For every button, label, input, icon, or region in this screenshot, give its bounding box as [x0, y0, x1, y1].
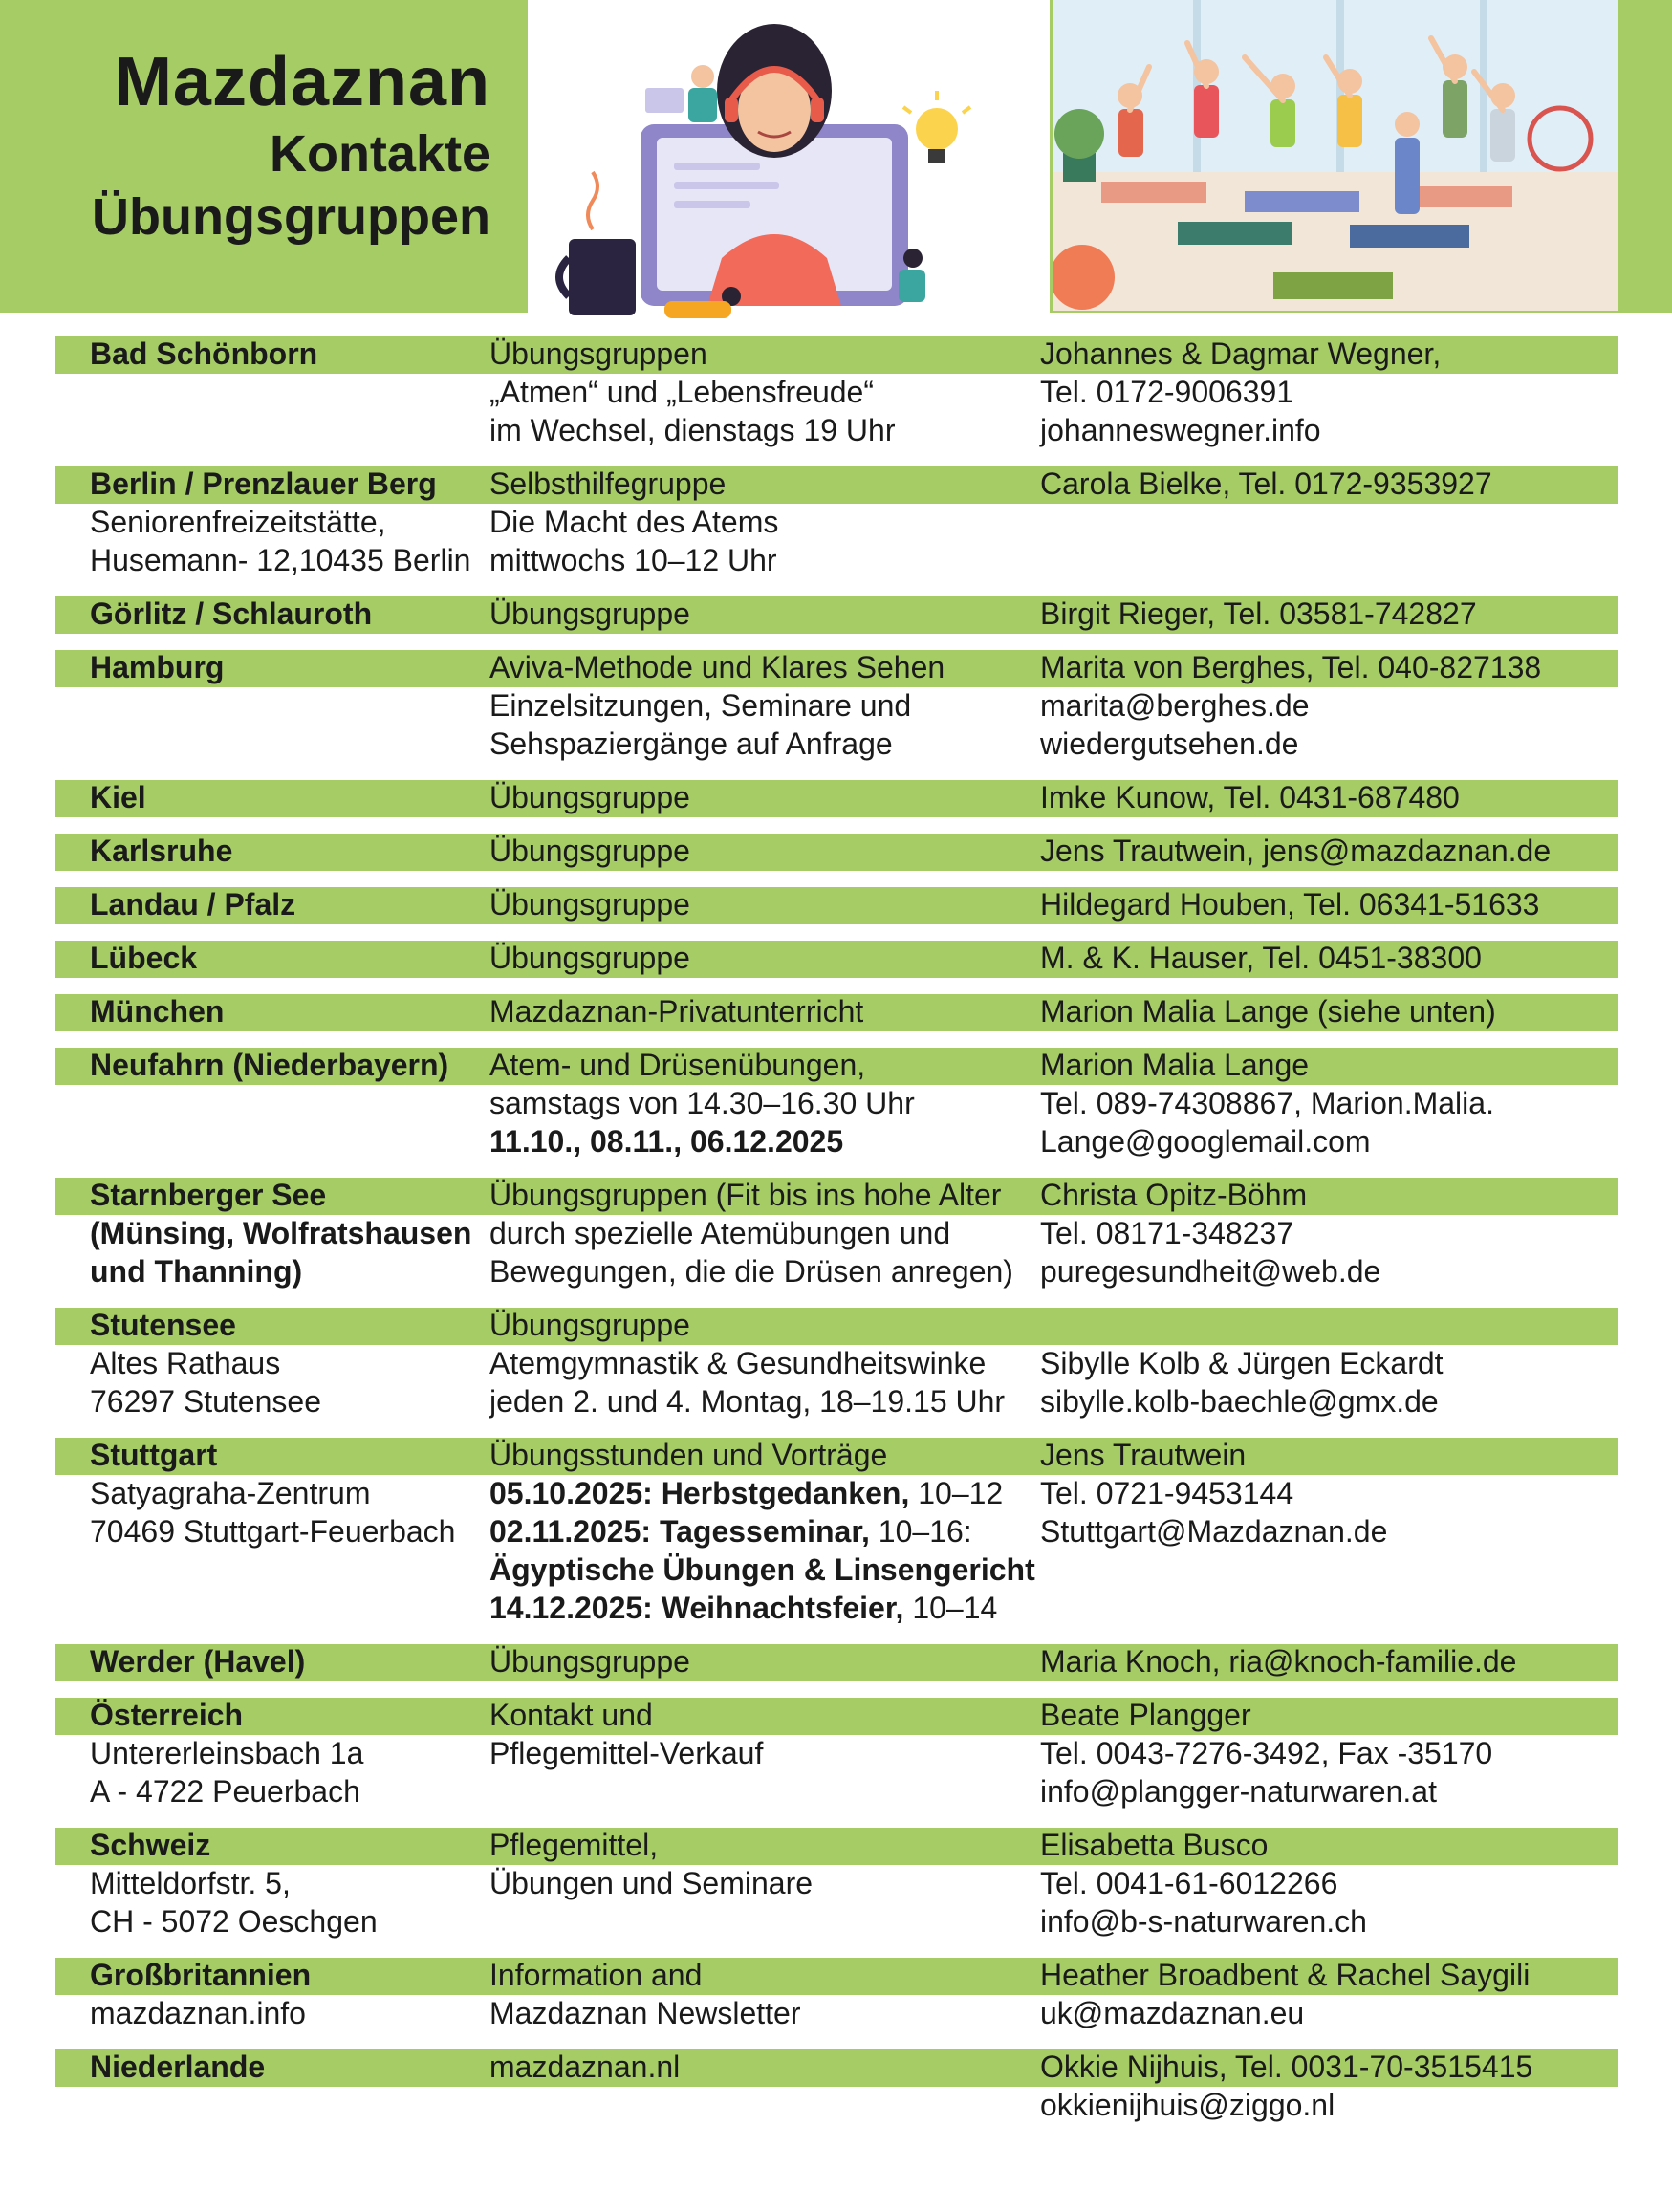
person-figure [1395, 138, 1420, 214]
contact-row [55, 1826, 1618, 1941]
program-column [489, 465, 1040, 579]
contact-line: Marita von Berghes, Tel. 040-827138 [1040, 650, 1542, 684]
location-detail: und Thanning) [90, 1254, 303, 1289]
program-text: Die Macht des Atems [489, 505, 779, 539]
contact-line: Elisabetta Busco [1040, 1828, 1269, 1862]
program-text: Atemgymnastik & Gesundheitswinke [489, 1346, 987, 1380]
program-text: Übungsgruppe [489, 834, 690, 868]
program-line [489, 1642, 1040, 1681]
page-title [92, 44, 490, 246]
contact-link[interactable]: info@b-s-naturwaren.ch [1040, 1904, 1367, 1939]
program-line [489, 503, 1040, 541]
location-column [55, 992, 489, 1030]
location-name: Lübeck [90, 941, 198, 975]
program-line [489, 648, 1040, 686]
location-column [55, 1176, 489, 1290]
program-text: Sehspaziergänge auf Anfrage [489, 726, 893, 761]
yoga-mat [1273, 272, 1393, 299]
location-name: Bad Schönborn [90, 336, 318, 371]
yoga-mat [1178, 222, 1292, 245]
program-line [489, 1122, 1040, 1160]
program-line [489, 1734, 1040, 1772]
program-line [489, 1344, 1040, 1382]
row-columns [55, 2048, 1618, 2124]
contact-row [55, 1306, 1618, 1420]
program-line [489, 725, 1040, 763]
location-column [55, 1956, 489, 2032]
program-text: Übungsgruppe [489, 780, 690, 814]
row-columns [55, 1956, 1618, 2032]
program-text: 10–14 [903, 1591, 998, 1625]
row-columns [55, 939, 1618, 977]
location-column [55, 885, 489, 923]
contact-column [1040, 648, 1618, 763]
person-figure [1337, 95, 1362, 147]
contact-line: Tel. 0043-7276-3492, Fax -35170 [1040, 1736, 1493, 1770]
contact-column [1040, 939, 1618, 977]
contact-line: Okkie Nijhuis, Tel. 0031-70-3515415 [1040, 2049, 1533, 2084]
contact-column [1040, 992, 1618, 1030]
location-name: Stuttgart [90, 1438, 218, 1472]
contact-row [55, 1696, 1618, 1811]
program-text: Übungsgruppe [489, 941, 690, 975]
location-name: Görlitz / Schlauroth [90, 596, 373, 631]
location-name: Karlsruhe [90, 834, 233, 868]
location-name: Niederlande [90, 2049, 266, 2084]
program-line [489, 1084, 1040, 1122]
program-text: Aviva-Methode und Klares Sehen [489, 650, 945, 684]
program-text: Einzelsitzungen, Seminare und [489, 688, 912, 723]
program-line [489, 939, 1040, 977]
row-columns [55, 335, 1618, 449]
location-address: A - 4722 Peuerbach [90, 1774, 360, 1809]
contact-link[interactable]: Stuttgart@Mazdaznan.de [1040, 1514, 1388, 1549]
yoga-mat [1407, 186, 1512, 207]
program-line [489, 1474, 1040, 1512]
program-column [489, 595, 1040, 633]
location-column [55, 648, 489, 763]
person-figure [1490, 109, 1515, 162]
location-address: 76297 Stutensee [90, 1384, 321, 1419]
program-line [489, 686, 1040, 725]
program-text: Mazdaznan-Privatunterricht [489, 994, 864, 1029]
contact-link[interactable]: johanneswegner.info [1040, 413, 1321, 447]
program-line [489, 1864, 1040, 1902]
program-text: Übungsgruppen (Fit bis ins hohe Alter [489, 1178, 1002, 1212]
location-address: 70469 Stuttgart-Feuerbach [90, 1514, 456, 1549]
row-columns [55, 465, 1618, 579]
coffee-mug-icon [559, 172, 636, 315]
row-columns [55, 1046, 1618, 1160]
program-date: Ägyptische Übungen & Linsengericht [489, 1552, 1035, 1587]
program-text: Pflegemittel, [489, 1828, 659, 1862]
program-text: Mazdaznan Newsletter [489, 1996, 801, 2030]
row-columns [55, 832, 1618, 870]
contact-line: Beate Plangger [1040, 1698, 1251, 1732]
row-columns [55, 1696, 1618, 1811]
person-figure [1270, 99, 1295, 147]
program-line [489, 1046, 1040, 1084]
program-line [489, 2048, 1040, 2086]
contact-line: Hildegard Houben, Tel. 06341-51633 [1040, 887, 1540, 922]
contact-link[interactable]: wiedergutsehen.de [1040, 726, 1299, 761]
title-kontakte: Kontakte [269, 125, 490, 183]
program-date: 05.10.2025: Herbstgedanken, [489, 1476, 910, 1510]
location-address: mazdaznan.info [90, 1996, 306, 2030]
program-text: Übungsgruppen [489, 336, 707, 371]
contact-column [1040, 595, 1618, 633]
location-column [55, 832, 489, 870]
contact-line [1040, 1306, 1618, 1344]
title-main: Mazdaznan [114, 44, 490, 120]
program-line [489, 1252, 1040, 1290]
row-columns [55, 992, 1618, 1030]
location-column [55, 1826, 489, 1941]
program-line [489, 778, 1040, 816]
location-column [55, 2048, 489, 2124]
program-column [489, 778, 1040, 816]
program-line [489, 1436, 1040, 1474]
row-columns [55, 595, 1618, 633]
contact-line: Birgit Rieger, Tel. 03581-742827 [1040, 596, 1477, 631]
row-columns [55, 885, 1618, 923]
contact-line: Jens Trautwein [1040, 1438, 1247, 1472]
program-line [489, 465, 1040, 503]
contact-column [1040, 832, 1618, 870]
contact-line: Imke Kunow, Tel. 0431-687480 [1040, 780, 1460, 814]
contact-link[interactable]: Jens Trautwein, jens@mazdaznan.de [1040, 834, 1552, 868]
location-column [55, 1696, 489, 1811]
contact-column [1040, 1696, 1618, 1811]
contact-line: Heather Broadbent & Rachel Saygili [1040, 1958, 1531, 1992]
location-column [55, 1642, 489, 1681]
location-name: Hamburg [90, 650, 225, 684]
location-name: Werder (Havel) [90, 1644, 306, 1679]
program-line [489, 1176, 1040, 1214]
program-line [489, 1551, 1040, 1589]
person-with-laptop-icon [645, 65, 717, 122]
contact-row [55, 1642, 1618, 1681]
program-text: Übungsgruppe [489, 596, 690, 631]
contact-row [55, 648, 1618, 763]
program-line [489, 992, 1040, 1030]
location-column [55, 335, 489, 449]
location-address: Altes Rathaus [90, 1346, 281, 1380]
program-column [489, 1696, 1040, 1811]
program-line [489, 1382, 1040, 1420]
contact-row [55, 595, 1618, 633]
contact-line: Tel. 0041-61-6012266 [1040, 1866, 1338, 1900]
contact-column [1040, 1046, 1618, 1160]
person-figure [1443, 80, 1467, 138]
program-column [489, 832, 1040, 870]
contact-row [55, 335, 1618, 449]
contact-link[interactable]: puregesundheit@web.de [1040, 1254, 1381, 1289]
program-line [489, 1956, 1040, 1994]
location-column [55, 595, 489, 633]
contacts-table [55, 335, 1618, 2139]
lightbulb-icon [903, 91, 970, 163]
program-date: 14.12.2025: Weihnachtsfeier, [489, 1591, 904, 1625]
program-text: Information and [489, 1958, 703, 1992]
location-name: Schweiz [90, 1828, 211, 1862]
yoga-mat [1245, 191, 1359, 212]
contact-link[interactable]: uk@mazdaznan.eu [1040, 1996, 1305, 2030]
contact-line: Tel. 0721-9453144 [1040, 1476, 1294, 1510]
program-line [489, 832, 1040, 870]
contact-line: Marion Malia Lange (siehe unten) [1040, 994, 1496, 1029]
program-text: Übungsstunden und Vorträge [489, 1438, 888, 1472]
contact-row [55, 1046, 1618, 1160]
row-columns [55, 778, 1618, 816]
location-name: Berlin / Prenzlauer Berg [90, 466, 437, 501]
contact-line: Tel. 0172-9006391 [1040, 375, 1294, 409]
program-text: mazdaznan.nl [489, 2049, 681, 2084]
program-column [489, 2048, 1040, 2124]
title-uebungsgruppen: Übungsgruppen [92, 188, 490, 246]
program-date: 11.10., 08.11., 06.12.2025 [489, 1124, 844, 1159]
contact-line: Tel. 08171-348237 [1040, 1216, 1294, 1250]
row-columns [55, 1176, 1618, 1290]
program-text: im Wechsel, dienstags 19 Uhr [489, 413, 896, 447]
location-name: Starnberger See [90, 1178, 327, 1212]
contact-row [55, 992, 1618, 1030]
program-text: Übungsgruppe [489, 1308, 690, 1342]
location-name: Landau / Pfalz [90, 887, 296, 922]
row-columns [55, 1642, 1618, 1681]
program-column [489, 1826, 1040, 1941]
program-text: Übungsgruppe [489, 1644, 690, 1679]
program-text: mittwochs 10–12 Uhr [489, 543, 777, 577]
row-columns [55, 1826, 1618, 1941]
location-name: Großbritannien [90, 1958, 312, 1992]
person-figure [1194, 85, 1219, 138]
contact-line: Tel. 089-74308867, Marion.Malia. [1040, 1086, 1494, 1120]
program-column [489, 885, 1040, 923]
program-column [489, 1176, 1040, 1290]
row-columns [55, 1306, 1618, 1420]
contact-column [1040, 1642, 1618, 1681]
program-column [489, 1306, 1040, 1420]
program-text: Übungsgruppe [489, 887, 690, 922]
program-column [489, 1436, 1040, 1627]
program-line [489, 1696, 1040, 1734]
location-address: Mitteldorfstr. 5, [90, 1866, 291, 1900]
contact-column [1040, 2048, 1618, 2124]
contact-column [1040, 1306, 1618, 1420]
program-line [489, 411, 1040, 449]
contact-column [1040, 885, 1618, 923]
program-column [489, 648, 1040, 763]
program-column [489, 939, 1040, 977]
contact-link[interactable]: sibylle.kolb-baechle@gmx.de [1040, 1384, 1439, 1419]
program-column [489, 1642, 1040, 1681]
location-address: Seniorenfreizeitstätte, [90, 505, 386, 539]
location-column [55, 1306, 489, 1420]
program-line [489, 1994, 1040, 2032]
location-name: Stutensee [90, 1308, 236, 1342]
program-column [489, 1956, 1040, 2032]
location-column [55, 939, 489, 977]
contact-link[interactable]: okkienijhuis@ziggo.nl [1040, 2088, 1335, 2122]
contact-row [55, 1176, 1618, 1290]
contact-column [1040, 1176, 1618, 1290]
location-address: Husemann- 12,10435 Berlin [90, 543, 471, 577]
program-line [489, 373, 1040, 411]
contact-row [55, 832, 1618, 870]
program-line [489, 541, 1040, 579]
program-line [489, 1826, 1040, 1864]
contact-row [55, 885, 1618, 923]
program-text: jeden 2. und 4. Montag, 18–19.15 Uhr [489, 1384, 1006, 1419]
program-line [489, 885, 1040, 923]
person-figure [1118, 109, 1143, 157]
location-column [55, 1046, 489, 1160]
program-line [489, 1306, 1040, 1344]
support-agent-illustration [550, 19, 989, 325]
contact-row [55, 2048, 1618, 2124]
location-name: Kiel [90, 780, 146, 814]
contact-line: Carola Bielke, Tel. 0172-9353927 [1040, 466, 1492, 501]
location-column [55, 1436, 489, 1627]
location-column [55, 778, 489, 816]
program-text: Pflegemittel-Verkauf [489, 1736, 764, 1770]
program-text: 10–12 [909, 1476, 1004, 1510]
contact-column [1040, 465, 1618, 579]
contact-column [1040, 1826, 1618, 1941]
program-line [489, 595, 1040, 633]
row-columns [55, 1436, 1618, 1627]
program-text: Übungen und Seminare [489, 1866, 814, 1900]
contact-link[interactable]: info@plangger-naturwaren.at [1040, 1774, 1437, 1809]
contact-row [55, 465, 1618, 579]
location-address: CH - 5072 Oeschgen [90, 1904, 378, 1939]
contact-link[interactable]: Lange@googlemail.com [1040, 1124, 1371, 1159]
location-address: Satyagraha-Zentrum [90, 1476, 371, 1510]
program-column [489, 335, 1040, 449]
yoga-mat [1101, 182, 1206, 203]
program-line [489, 1589, 1040, 1627]
contact-column [1040, 335, 1618, 449]
program-line [489, 1512, 1040, 1551]
program-line [489, 1214, 1040, 1252]
program-date: 02.11.2025: Tagesseminar, [489, 1514, 870, 1549]
location-name: Österreich [90, 1698, 244, 1732]
row-columns [55, 648, 1618, 763]
contact-link[interactable]: Maria Knoch, ria@knoch-familie.de [1040, 1644, 1517, 1679]
program-text: Kontakt und [489, 1698, 653, 1732]
program-text: durch spezielle Atemübungen und [489, 1216, 951, 1250]
contact-line: M. & K. Hauser, Tel. 0451-38300 [1040, 941, 1482, 975]
program-text: Selbsthilfegruppe [489, 466, 727, 501]
yoga-mat [1350, 225, 1469, 248]
location-address: Untererleinsbach 1a [90, 1736, 364, 1770]
program-line [489, 335, 1040, 373]
contact-line: Johannes & Dagmar Wegner, [1040, 336, 1442, 371]
contact-line: Christa Opitz-Böhm [1040, 1178, 1308, 1212]
program-column [489, 1046, 1040, 1160]
location-name: Neufahrn (Niederbayern) [90, 1048, 449, 1082]
contact-line: Sibylle Kolb & Jürgen Eckardt [1040, 1346, 1444, 1380]
contact-row [55, 1436, 1618, 1627]
location-column [55, 465, 489, 579]
contact-link[interactable]: marita@berghes.de [1040, 688, 1310, 723]
contact-column [1040, 1956, 1618, 2032]
location-name: München [90, 994, 225, 1029]
program-column [489, 992, 1040, 1030]
program-text: samstags von 14.30–16.30 Uhr [489, 1086, 915, 1120]
program-text: Atem- und Drüsenübungen, [489, 1048, 866, 1082]
contact-column [1040, 778, 1618, 816]
contact-column [1040, 1436, 1618, 1627]
group-exercise-illustration [1053, 0, 1618, 311]
program-text: „Atmen“ und „Lebensfreude“ [489, 375, 874, 409]
contact-line: Marion Malia Lange [1040, 1048, 1310, 1082]
contact-row [55, 1956, 1618, 2032]
location-detail: (Münsing, Wolfratshausen [90, 1216, 472, 1250]
program-text: 10–16: [869, 1514, 972, 1549]
program-text: Bewegungen, die die Drüsen anregen) [489, 1254, 1013, 1289]
contact-row [55, 778, 1618, 816]
contact-row [55, 939, 1618, 977]
